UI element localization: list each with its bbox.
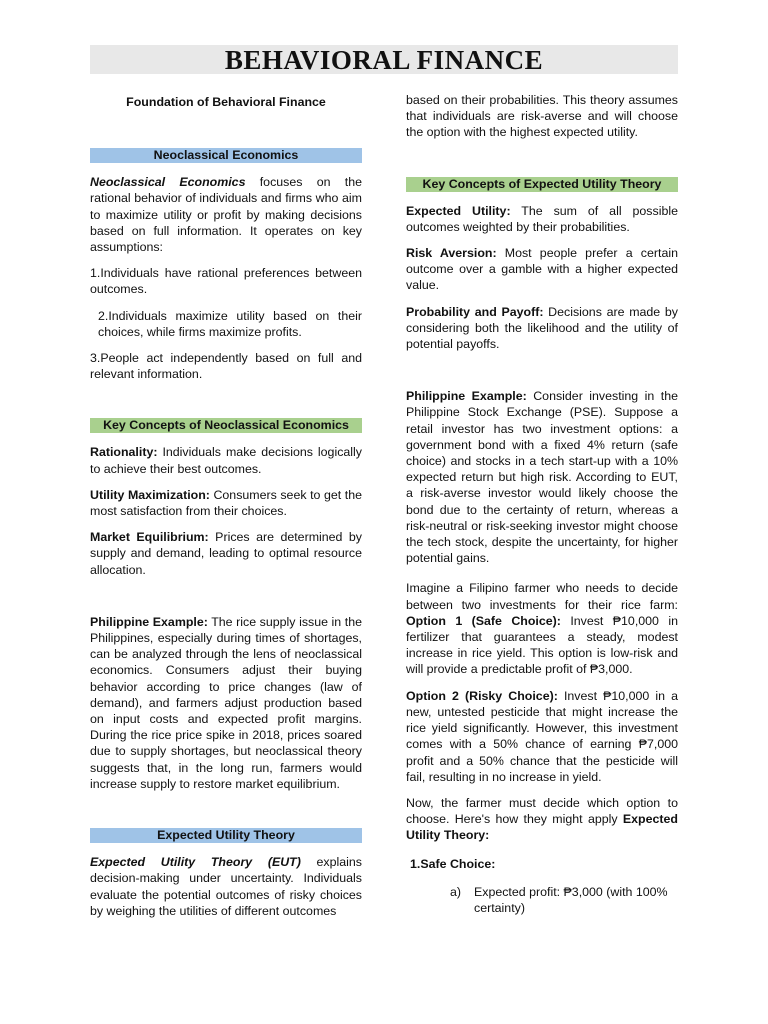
banner-key-concepts-neoclassical: Key Concepts of Neoclassical Economics — [90, 418, 362, 433]
farmer-scenario — [406, 580, 678, 677]
banner-neoclassical-economics: Neoclassical Economics — [90, 148, 362, 163]
risk-aversion-term: Risk Aversion: — [406, 246, 497, 261]
market-equilibrium-text: Prices are determined by supply and demand, leading to optimal resource allocation. — [90, 530, 362, 577]
farmer-intro-text: Imagine a Filipino farmer who needs to decide between two investments for their rice farm: — [406, 581, 678, 612]
eut-intro-text: explains decision-making under uncertainty. Individuals evaluate the potential outcomes of risky choices by weighing the utilities of different outcomes — [90, 855, 363, 918]
market-equilibrium-term: Market Equilibrium: — [90, 530, 209, 545]
option-1-term: Option 1 (Safe Choice): — [406, 613, 561, 628]
concept-risk-aversion — [406, 245, 678, 294]
safe-choice-label: 1.Safe Choice: — [410, 856, 496, 871]
decision-term: Expected Utility Theory: — [406, 812, 678, 843]
probability-payoff-text: Decisions are made by considering both the likelihood and the utility of potential payoffs. — [406, 304, 678, 352]
philippine-example-text: The rice supply issue in the Philippines, especially during times of shortages, can be analyzed through the lens of neoclassical economics. Consumers adjust their buying behavior according to price changes (law of demand), and farmers adjust production based on input costs and expected profit margins. During the rice price spike in 2018, prices soared due to supply shortages, but neoclassical theory suggests that, in the long run, farmers would increase supply to restore market equilibrium. — [90, 614, 362, 791]
philippine-example-pse — [406, 388, 678, 566]
neoclassical-intro — [90, 174, 362, 255]
rationality-term: Rationality: — [90, 445, 158, 460]
title-bar — [90, 45, 678, 74]
assumption-2: 2.Individuals maximize utility based on their choices, while firms maximize profits. — [98, 308, 362, 339]
concept-expected-utility — [406, 203, 678, 235]
assumption-3: 3.People act independently based on full and relevant information. — [90, 351, 362, 382]
list-item-text: Expected profit: ₱3,000 (with 100% certainty) — [474, 884, 668, 915]
neoclassical-intro-text: focuses on the rational behavior of individuals and firms who aim to maximize utility or profit by making decisions based on full information. It operates on key assumptions: — [90, 175, 362, 255]
list-item — [450, 884, 678, 916]
philippine-example-pse-term: Philippine Example: — [406, 389, 527, 404]
rationality-text: Individuals make decisions logically to achieve their best outcomes. — [90, 445, 362, 476]
concept-market-equilibrium — [90, 529, 362, 578]
probability-payoff-term: Probability and Payoff: — [406, 304, 544, 319]
philippine-example-rice — [90, 614, 362, 792]
safe-choice-heading — [406, 856, 678, 872]
assumption-1: 1.Individuals have rational preferences between outcomes. — [90, 266, 362, 297]
option-2-text: Invest ₱10,000 in a new, untested pesticide that might increase the rice yield significantly. However, this investment comes with a 50% chance of earning ₱7,000 profit and a 50% chance that the pesticide will fail, resulting in no increase in yield. — [406, 688, 679, 784]
eut-intro — [90, 854, 362, 919]
eut-term: Expected Utility Theory (EUT) — [90, 855, 301, 870]
option-1-text: Invest ₱10,000 in fertilizer that guarantees a steady, modest increase in rice yield. This option is low-risk and will provide a predictable profit of ₱3,000. — [406, 613, 678, 677]
neoclassical-term: Neoclassical Economics — [90, 175, 246, 190]
page-title: BEHAVIORAL FINANCE — [224, 45, 544, 75]
expected-utility-term: Expected Utility: — [406, 203, 511, 218]
concept-utility-maximization — [90, 487, 362, 519]
decision-paragraph — [406, 795, 678, 844]
right-column — [406, 92, 678, 916]
expected-utility-text: The sum of all possible outcomes weighted by their probabilities. — [406, 203, 678, 234]
option-2-term: Option 2 (Risky Choice): — [406, 688, 558, 703]
concept-probability-payoff — [406, 304, 678, 353]
decision-text: Now, the farmer must decide which option to choose. Here's how they might apply — [406, 795, 678, 827]
concept-rationality — [90, 444, 362, 476]
philippine-example-pse-text: Consider investing in the Philippine Stock Exchange (PSE). Suppose a retail investor has two investment options: a government bond with a fixed 4% return (safe choice) and stocks in a tech start-up with a 10% expected return but high risk. According to EUT, a risk-averse investor would likely choose the bond due to the certainty of return, whereas a risk-neutral or risk-seeking investor might choose the tech stock, despite the uncertainty, for higher potential gains. — [406, 389, 678, 566]
banner-key-concepts-eut: Key Concepts of Expected Utility Theory — [406, 177, 678, 192]
list-item-marker: a) — [450, 884, 462, 899]
philippine-example-term: Philippine Example: — [90, 614, 208, 629]
risk-aversion-text: Most people prefer a certain outcome over a gamble with a higher expected value. — [406, 246, 678, 293]
left-column — [90, 92, 362, 929]
banner-expected-utility-theory: Expected Utility Theory — [90, 828, 362, 843]
utility-maximization-text: Consumers seek to get the most satisfaction from their choices. — [90, 487, 362, 519]
option-2 — [406, 688, 678, 785]
eut-continued: based on their probabilities. This theory assumes that individuals are risk-averse and will choose the option with the highest expected utility. — [406, 93, 678, 140]
section-subtitle: Foundation of Behavioral Finance — [126, 95, 326, 109]
utility-maximization-term: Utility Maximization: — [90, 487, 210, 502]
